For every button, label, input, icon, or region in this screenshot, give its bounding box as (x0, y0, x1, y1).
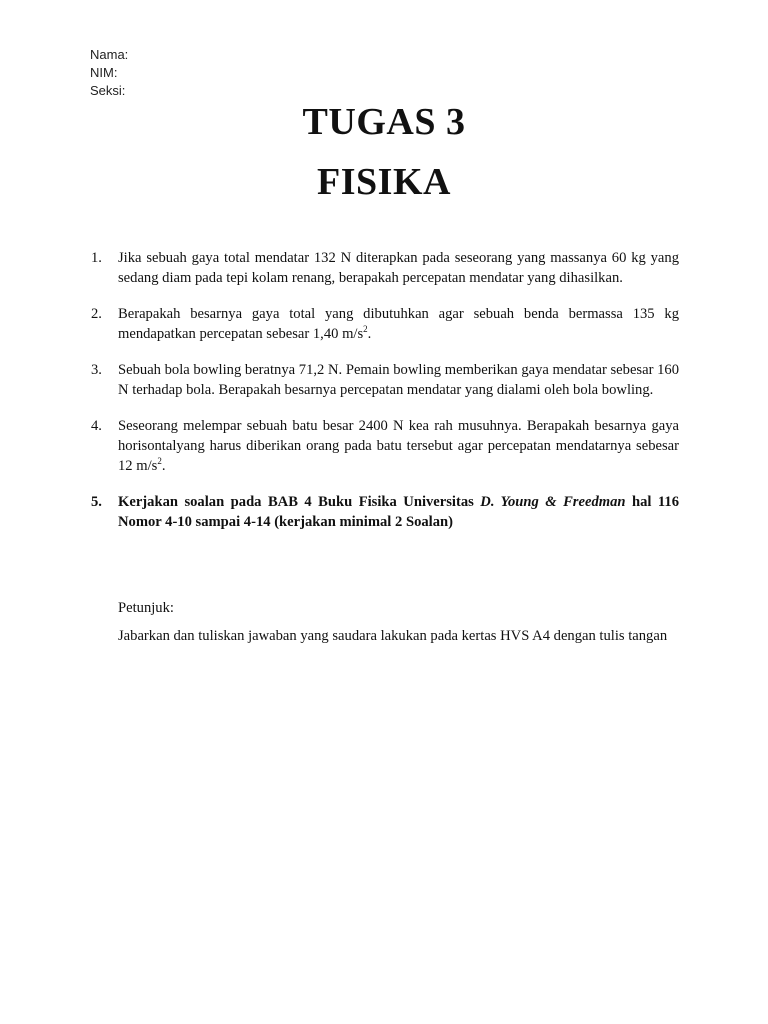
question-item (91, 304, 679, 344)
question-number: 1. (91, 250, 102, 266)
question-number: 5. (91, 494, 102, 510)
seksi-label: Seksi: (90, 83, 126, 98)
instructions-label: Petunjuk: (118, 600, 174, 616)
question-item (91, 492, 679, 532)
instructions-text: Jabarkan dan tuliskan jawaban yang saudara lakukan pada kertas HVS A4 dengan tulis tangan (118, 628, 668, 644)
document-title: TUGAS 3 (302, 101, 466, 143)
question-number: 2. (91, 306, 102, 322)
instructions-section (118, 598, 678, 654)
question-text: Kerjakan soalan pada BAB 4 Buku Fisika Universitas D. Young & Freedman hal 116 Nomor 4-10 sampai 4-14 (kerjakan minimal 2 Soalan) (118, 494, 679, 530)
question-number: 4. (91, 418, 102, 434)
question-list (91, 248, 679, 548)
student-info-fields (90, 46, 128, 100)
question-number: 3. (91, 362, 102, 378)
document-subject: FISIKA (317, 161, 451, 203)
question-item (91, 416, 679, 476)
book-author: D. Young & Freedman (480, 494, 626, 510)
question-text: Sebuah bola bowling beratnya 71,2 N. Pemain bowling memberikan gaya mendatar sebesar 160 N terhadap bola. Berapakah besarnya percepatan mendatar yang dialami oleh bola bowling. (118, 362, 679, 398)
question-text: Jika sebuah gaya total mendatar 132 N diterapkan pada seseorang yang massanya 60 kg yang sedang diam pada tepi kolam renang, berapakah percepatan mendatar yang dihasilkan. (118, 250, 679, 286)
exponent: 2 (157, 456, 162, 467)
nim-label: NIM: (90, 65, 118, 80)
question-item (91, 248, 679, 288)
question-text: Berapakah besarnya gaya total yang dibutuhkan agar sebuah benda bermassa 135 kg mendapatkan percepatan sebesar 1,40 $m/s^2$. (118, 306, 679, 342)
exponent: 2 (363, 324, 368, 335)
question-item (91, 360, 679, 400)
nama-label: Nama: (90, 47, 129, 62)
question-text: Seseorang melempar sebuah batu besar 2400 N kea rah musuhnya. Berapakah besarnya gaya horisontalyang harus diberikan orang pada batu tersebut agar percepatan mendatarnya sebesar 12 $m/s^2$. (118, 418, 679, 474)
